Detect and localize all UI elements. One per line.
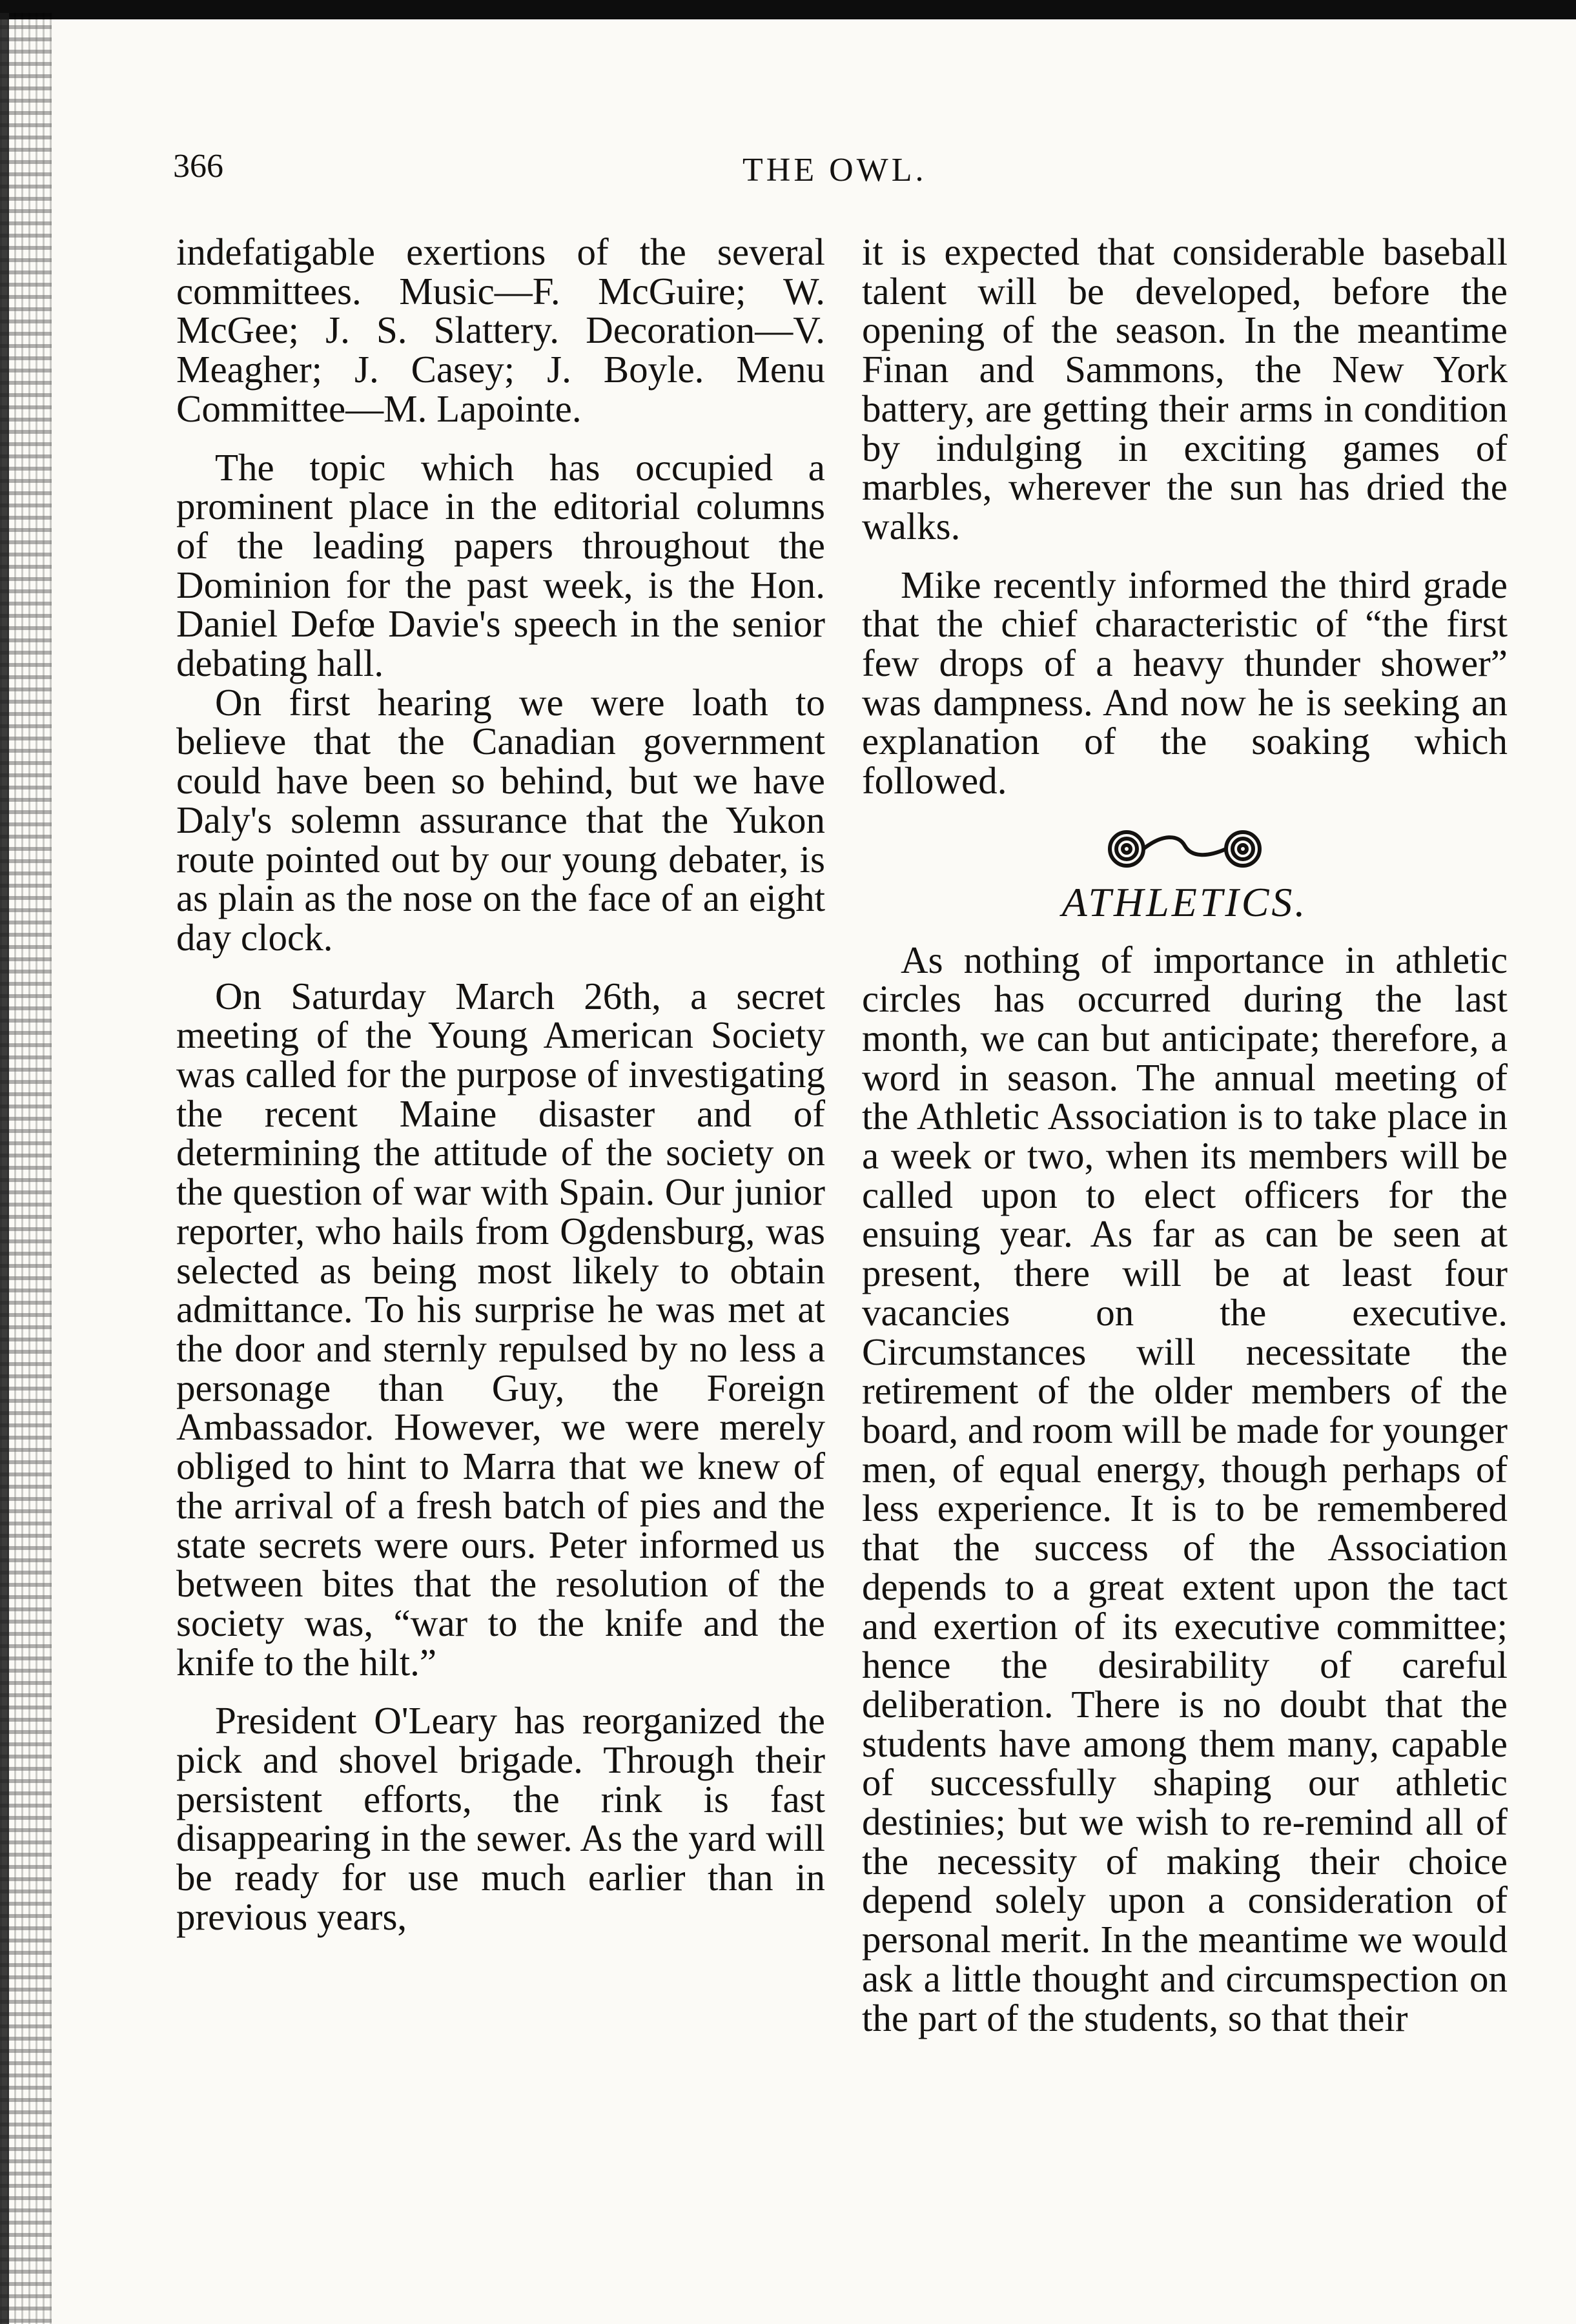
scan-top-border — [0, 0, 1576, 19]
right-column — [862, 232, 1508, 2037]
paragraph: On Saturday March 26th, a secret meeting of the Young American Society was called for the purpose of investigating the recent Maine disaster and of determining the attitude of the society on the question of war with Spain. Our junior reporter, who hails from Ogdensburg, was selected as being most likely to obtain admittance. To his surprise he was met at the door and sternly repulsed by no less a personage than Guy, the Foreign Ambassador. However, we were merely obliged to hint to Marra that we knew of the arrival of a fresh batch of pies and the state secrets were ours. Peter informed us between bites that the resolution of the society was, “war to the knife and the knife to the hilt.” — [176, 974, 825, 1684]
paragraph: On first hearing we were loath to believe that the Canadian government could have been so behind, but we have Daly's solemn assurance that the Yukon route pointed out by our young debater, is as plain as the nose on the face of an eight day clock. — [176, 680, 825, 959]
paragraph: President O'Leary has reorganized the pick and shovel brigade. Through their persistent efforts, the rink is fast disappearing in the sewer. As the yard will be ready for use much earlier than in previous years, — [176, 1699, 825, 1938]
scroll-ornament-icon — [1101, 826, 1269, 872]
paragraph: it is expected that considerable baseball talent will be developed, before the opening of the season. In the meantime Finan and Sammons, the New York battery, are getting their arms in condition by indulging in exciting games of marbles, wherever the sun has dried the walks. — [862, 230, 1508, 547]
paragraph: indefatigable exertions of the several committees. Music—F. McGuire; W. McGee; J. S. Slattery. Decoration—V. Meagher; J. Casey; J. Boyle. Menu Committee—M. Lapointe. — [176, 230, 825, 430]
paragraph: Mike recently informed the third grade that the chief characteristic of “the first few drops of a heavy thunder shower” was dampness. And now he is seeking an explanation of the soaking which followed. — [862, 563, 1508, 802]
paragraph: As nothing of importance in athletic circles has occurred during the last month, we can but anticipate; therefore, a word in season. The annual meeting of the Athletic Association is to take place in a week or two, when its members will be called upon to elect officers for the ensuing year. As far as can be seen at present, there will be at least four vacancies on the executive. Circumstances will necessitate the retirement of the older members of the board, and room will be made for younger men, of equal energy, though perhaps of less experience. It is to be remembered that the success of the Association depends to a great extent upon the tact and exertion of its executive committee; hence the desirability of careful deliberation. There is no doubt that the students have among them many, capable of successfully shaping our athletic destinies; but we wish to re-remind all of the necessity of making their choice depend solely upon a consideration of personal merit. In the meantime we would ask a little thought and circumspection on the part of the students, so that their — [862, 938, 1508, 2039]
paragraph: The topic which has occupied a prominent place in the editorial columns of the leading papers throughout the Dominion for the past week, is the Hon. Daniel Defœ Davie's speech in the senior debating hall. — [176, 445, 825, 685]
running-title: THE OWL. — [742, 152, 927, 189]
left-column — [176, 232, 825, 1937]
section-title: ATHLETICS. — [1061, 879, 1308, 925]
scan-binding-shadow — [0, 13, 9, 2324]
page-number: 366 — [173, 148, 223, 185]
